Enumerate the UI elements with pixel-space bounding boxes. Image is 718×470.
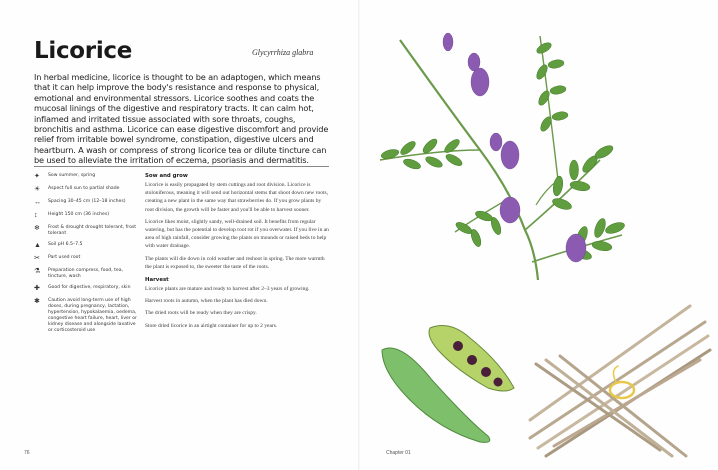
growing-notes <box>145 173 330 334</box>
harvest-paragraph: Harvest roots in autumn, when the plant has died down. <box>145 298 268 305</box>
caution-icon: ✱ <box>34 298 40 305</box>
height-icon: ↕ <box>34 212 38 219</box>
dried-roots-bundle <box>530 306 710 456</box>
fact-aspect <box>34 186 140 194</box>
harvest-heading: Harvest <box>145 277 169 284</box>
sow-grow-paragraph: The plants will die down in cold weather and reshoot in spring. The more warmth the plant is exposed to, the sweeter the taste of the roots. <box>145 255 325 270</box>
latin-name: Glycyrrhiza glabra <box>252 48 314 57</box>
part-used-icon: ✂ <box>34 255 40 262</box>
sow-icon: ✦ <box>34 173 40 180</box>
licorice-illustration <box>360 0 718 470</box>
fact-good-for <box>34 285 140 293</box>
fact-text: Part used root <box>48 255 81 260</box>
sow-grow-heading: Sow and grow <box>145 173 188 179</box>
fact-text: Spacing 30–45 cm (12–18 inches) <box>48 199 126 204</box>
fact-caution <box>34 298 140 334</box>
fact-text: Aspect full sun to partial shade <box>48 186 120 191</box>
harvest-paragraph: Licorice plants are mature and ready to harvest after 2–3 years of growing. <box>145 286 310 293</box>
sow-grow-paragraph: Licorice likes moist, slightly sandy, well-drained soil. It benefits from regular watering, but has the potential to develop root rot if you overwater. If you live in an area of high rainfall, consider growing the plants on mounds or raised beds to help with water drainage. <box>145 218 329 250</box>
chapter-label: Chapter 01 <box>386 450 411 456</box>
harvest-paragraph: Store dried licorice in an airtight container for up to 2 years. <box>145 322 278 329</box>
good-for-icon: ✚ <box>34 285 40 292</box>
fact-soil <box>34 242 140 250</box>
fact-sow <box>34 173 140 181</box>
preparation-icon: ⚗ <box>34 268 41 275</box>
page-title: Licorice <box>34 38 133 64</box>
spacing-icon: ↔ <box>34 199 41 206</box>
seed-pods <box>382 326 514 443</box>
soil-icon: ▲ <box>34 242 41 249</box>
harvest-paragraph: The dried roots will be ready when they are crispy. <box>145 310 257 317</box>
fact-text: Frost & drought drought tolerant, frost tolerant <box>48 225 137 236</box>
fact-spacing <box>34 199 140 207</box>
fact-text: Soil pH 6.5–7.5 <box>48 242 83 247</box>
fact-text: Good for digestive, respiratory, skin <box>48 285 131 290</box>
fact-text: Sow summer, spring <box>48 173 96 178</box>
frost-icon: ❄ <box>34 225 40 232</box>
intro-paragraph: In herbal medicine, licorice is thought to be an adaptogen, which means that it can help improve the body's resistance and response to physical, emotional and environmental stressors. Licorice soothes and coats the mucosal linings of the digestive and respiratory tracts. It can calm hot, inflamed and irritated tissue associated with sore throats, coughs, bronchitis and asthma. Licorice can ease digestive discomfort and provide relief from irritable bowel syndrome, constipation, digestive ulcers and heartburn. A wash or compress of strong licorice tea or dilute tincture can be used to alleviate the irritation of eczema, psoriasis and dermatitis. <box>34 72 329 166</box>
fact-part-used <box>34 255 140 263</box>
facts-list <box>34 173 140 339</box>
fact-text: Height 150 cm (36 inches) <box>48 212 110 217</box>
section-divider <box>34 166 329 167</box>
sun-icon: ☀ <box>34 186 41 193</box>
sow-grow-paragraph: Licorice is easily propagated by stem cuttings and root division. Licorice is stoloniferous, meaning it will send out horizontal stems that shoot down new roots, creating a new plant in the same way that strawberries do. If you grow plants by root division, the growth will be faster and you'll be able to harvest sooner. <box>145 182 329 213</box>
fact-text: Caution avoid long-term use of high doses, during pregnancy, lactation, hypertension, hypokalaemia, oedema, congestive heart failure, heart, liver or kidney disease and alongside laxative or corticosteroid use <box>48 298 137 333</box>
fact-text: Preparation compress, food, tea, tincture, wash <box>48 268 124 279</box>
fact-height <box>34 212 140 220</box>
fact-preparation <box>34 268 140 280</box>
page-number: 76 <box>24 450 30 456</box>
fact-frost <box>34 225 140 237</box>
